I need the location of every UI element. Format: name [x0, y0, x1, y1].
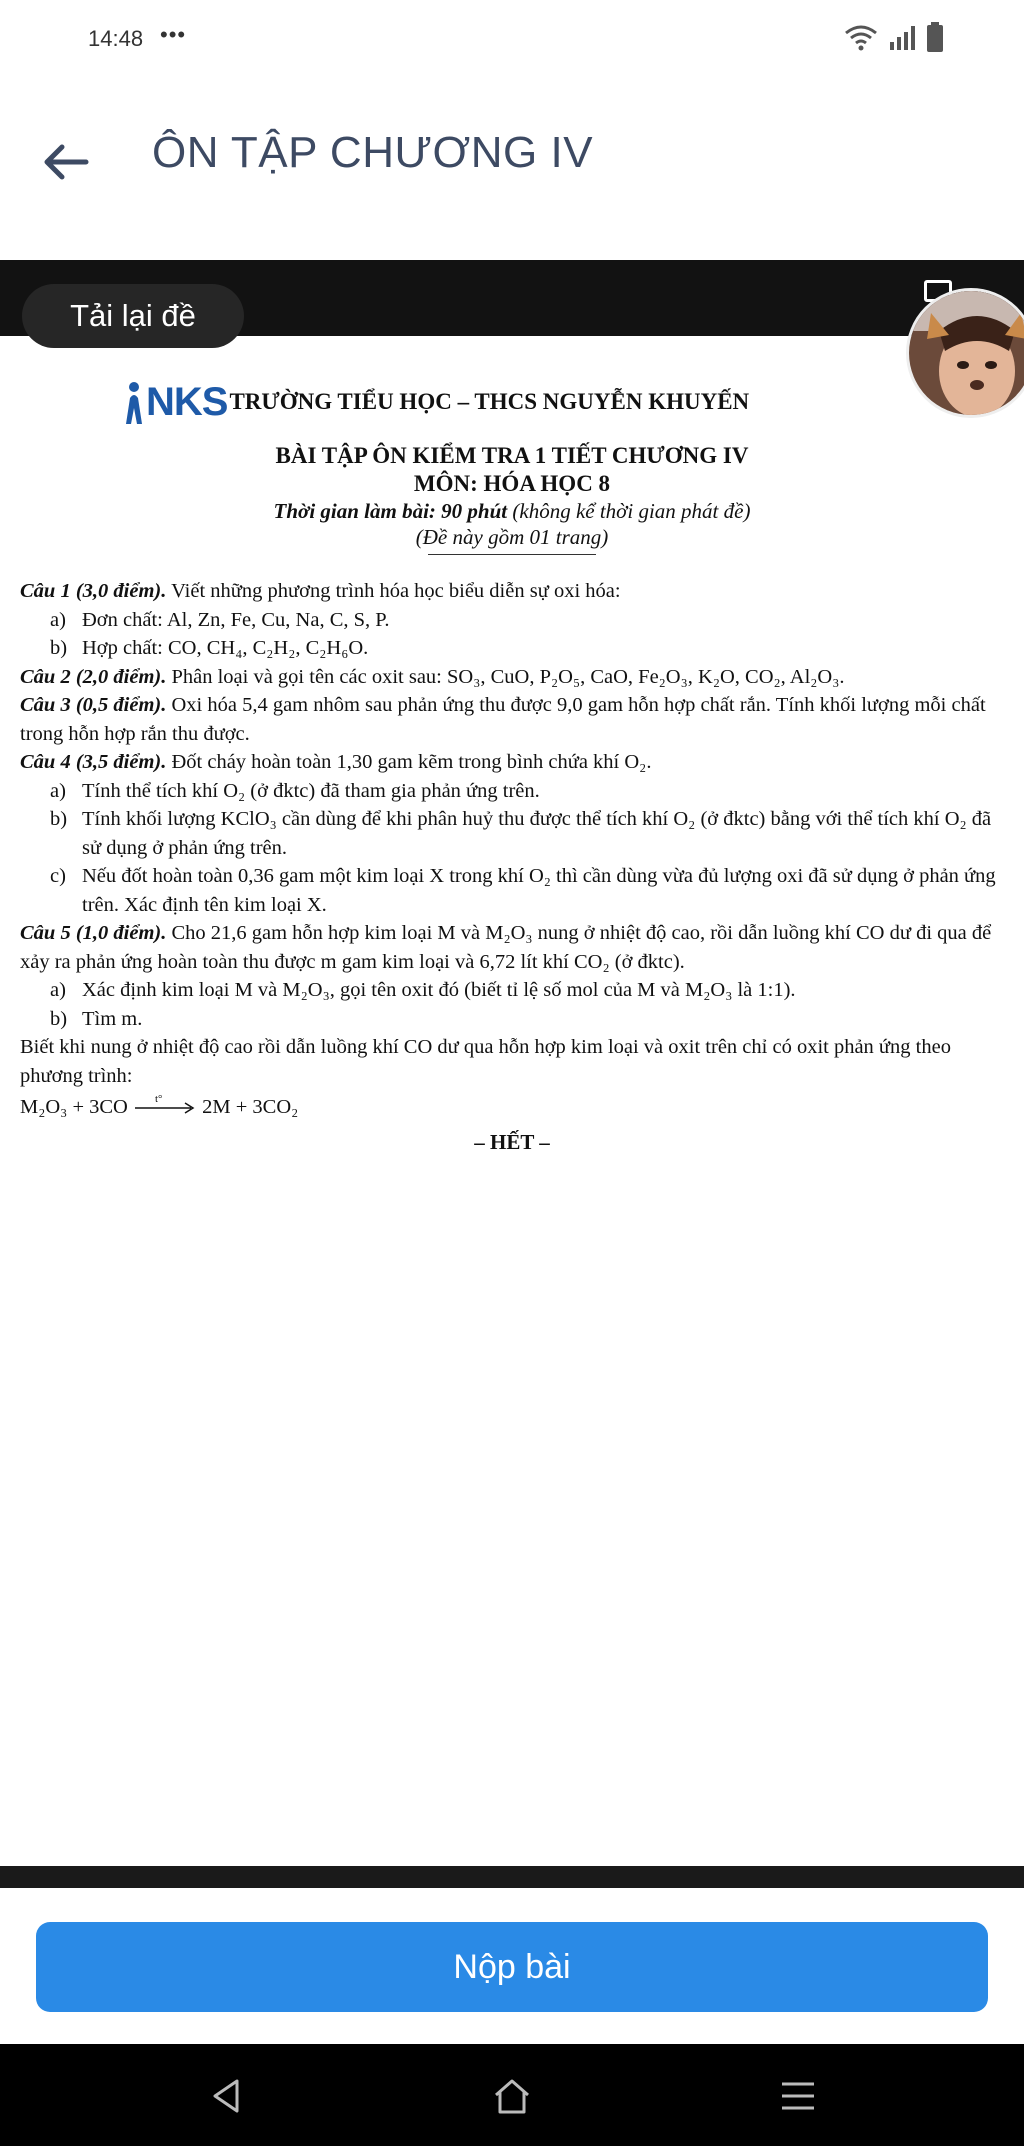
- formula-condition: t°: [155, 1093, 163, 1106]
- question-4c-text: Nếu đốt hoàn toàn 0,36 gam một kim loại X trong khí O₂ thì cần dùng vừa đủ lượng oxi đã sử dụng ở phản ứng trên. Xác định tên kim loại X.: [82, 865, 996, 916]
- document-header: [122, 380, 1004, 424]
- question-4-label: Câu 4 (3,5 điểm).: [20, 751, 167, 773]
- status-icons: [844, 22, 944, 52]
- question-1-label: Câu 1 (3,0 điểm).: [20, 580, 167, 602]
- home-icon: [492, 2077, 532, 2115]
- question-1-text: Viết những phương trình hóa học biểu diễn sự oxi hóa:: [166, 580, 621, 602]
- question-1b-text: Hợp chất: CO, CH₄, C₂H₂, C₂H₆O.: [82, 637, 369, 659]
- status-more-dots: •••: [160, 22, 187, 47]
- back-button[interactable]: [36, 132, 96, 192]
- submit-area: [0, 1888, 1024, 2044]
- school-name: TRƯỜNG TIỂU HỌC – THCS NGUYỄN KHUYẾN: [229, 389, 750, 414]
- page-title: ÔN TẬP CHƯƠNG IV: [152, 128, 594, 177]
- nav-home-button[interactable]: [484, 2068, 540, 2124]
- time-label: Thời gian làm bài: 90 phút: [273, 499, 508, 523]
- formula-reactants: M₂O₃ + 3CO: [20, 1096, 128, 1118]
- question-5b: b) Tìm m.: [50, 1007, 143, 1030]
- menu-lines-icon: [780, 2080, 816, 2112]
- reload-exam-button[interactable]: Tải lại đề: [22, 284, 244, 348]
- nav-recents-button[interactable]: [770, 2068, 826, 2124]
- triangle-back-icon: [209, 2077, 243, 2115]
- question-5-label: Câu 5 (1,0 điểm).: [20, 922, 167, 944]
- question-5a-text: Xác định kim loại M và M₂O₃, gọi tên oxit đó (biết tỉ lệ số mol của M và M₂O₃ là 1:1).: [82, 979, 796, 1001]
- question-4b-text: Tính khối lượng KClO₃ cần dùng để khi phân huỷ thu được thể tích khí O₂ (ở đktc) bằng với thể tích khí O₂ đã sử dụng ở phản ứng trên.: [82, 808, 992, 859]
- question-4a: a) Tính thể tích khí O₂ (ở đktc) đã tham gia phản ứng trên.: [50, 779, 540, 802]
- exam-document: [20, 380, 1004, 1155]
- document-pages-note: (Đề này gồm 01 trang): [415, 525, 609, 549]
- wifi-icon: [844, 24, 878, 52]
- question-5: [20, 919, 1004, 976]
- question-1a: a) Đơn chất: Al, Zn, Fe, Cu, Na, C, S, P.: [50, 608, 390, 631]
- question-3: [20, 691, 1004, 748]
- viewer-bottom-bar: [0, 1866, 1024, 1888]
- document-time: [20, 498, 1004, 524]
- app-bar: [0, 84, 1024, 260]
- question-4a-text: Tính thể tích khí O₂ (ở đktc) đã tham gia phản ứng trên.: [82, 779, 540, 802]
- question-3-label: Câu 3 (0,5 điểm).: [20, 694, 167, 716]
- reaction-formula: [20, 1090, 1004, 1124]
- school-logo-text: NKS: [146, 379, 228, 424]
- question-4: [20, 748, 1004, 777]
- question-5a: a) Xác định kim loại M và M₂O₃, gọi tên oxit đó (biết tỉ lệ số mol của M và M₂O₃ là 1:1).: [50, 979, 796, 1001]
- question-2: [20, 663, 1004, 692]
- document-viewer[interactable]: [0, 260, 1024, 1888]
- question-5-text: Cho 21,6 gam hỗn hợp kim loại M và M₂O₃ nung ở nhiệt độ cao, rồi dẫn luồng khí CO dư đi qua để xảy ra phản ứng hoàn toàn thu được m gam kim loại và 6,72 lít khí CO₂ (ở đktc).: [20, 922, 992, 973]
- question-3-text: Oxi hóa 5,4 gam nhôm sau phản ứng thu được 9,0 gam hỗn hợp chất rắn. Tính khối lượng mỗi chất trong hỗn hợp rắn thu được.: [20, 694, 986, 745]
- document-subject: MÔN: HÓA HỌC 8: [413, 471, 611, 496]
- question-4c: c) Nếu đốt hoàn toàn 0,36 gam một kim loại X trong khí O₂ thì cần dùng vừa đủ lượng oxi đã sử dụng ở phản ứng trên. Xác định tên kim loại X.: [50, 865, 996, 916]
- navigation-bar: [0, 2044, 1024, 2146]
- question-1a-text: Đơn chất: Al, Zn, Fe, Cu, Na, C, S, P.: [82, 608, 390, 631]
- divider: [428, 554, 596, 555]
- status-bar: [0, 0, 1024, 84]
- question-1b: b) Hợp chất: CO, CH₄, C₂H₂, C₂H₆O.: [50, 637, 369, 659]
- note-paragraph: Biết khi nung ở nhiệt độ cao rồi dẫn luồng khí CO dư qua hỗn hợp kim loại và oxit trên chỉ có oxit phản ứng theo phương trình:: [20, 1036, 951, 1087]
- nav-back-button[interactable]: [198, 2068, 254, 2124]
- question-5b-text: Tìm m.: [82, 1007, 143, 1030]
- status-time: 14:48: [88, 26, 144, 51]
- question-4-text: Đốt cháy hoàn toàn 1,30 gam kẽm trong bình chứa khí O₂.: [166, 751, 652, 773]
- formula-products: 2M + 3CO₂: [202, 1096, 299, 1118]
- time-note: (không kể thời gian phát đề): [507, 499, 751, 523]
- document-title: BÀI TẬP ÔN KIỂM TRA 1 TIẾT CHƯƠNG IV: [275, 443, 749, 468]
- document-end: – HẾT –: [474, 1130, 550, 1154]
- question-4b: b) Tính khối lượng KClO₃ cần dùng để khi phân huỷ thu được thể tích khí O₂ (ở đktc) bằng với thể tích khí O₂ đã sử dụng ở phản ứng trên.: [50, 808, 992, 859]
- formula-arrow: [133, 1093, 197, 1118]
- question-2-label: Câu 2 (2,0 điểm).: [20, 665, 167, 688]
- arrow-left-icon: [42, 142, 90, 182]
- battery-icon: [926, 22, 944, 52]
- arrow-right-icon: [133, 1098, 197, 1118]
- signal-icon: [888, 24, 916, 52]
- submit-button[interactable]: Nộp bài: [36, 1922, 988, 2012]
- question-2-text: Phân loại và gọi tên các oxit sau: SO₃, CuO, P₂O₅, CaO, Fe₂O₃, K₂O, CO₂, Al₂O₃.: [166, 665, 845, 688]
- question-1: [20, 577, 1004, 606]
- school-logo-icon: [122, 380, 144, 424]
